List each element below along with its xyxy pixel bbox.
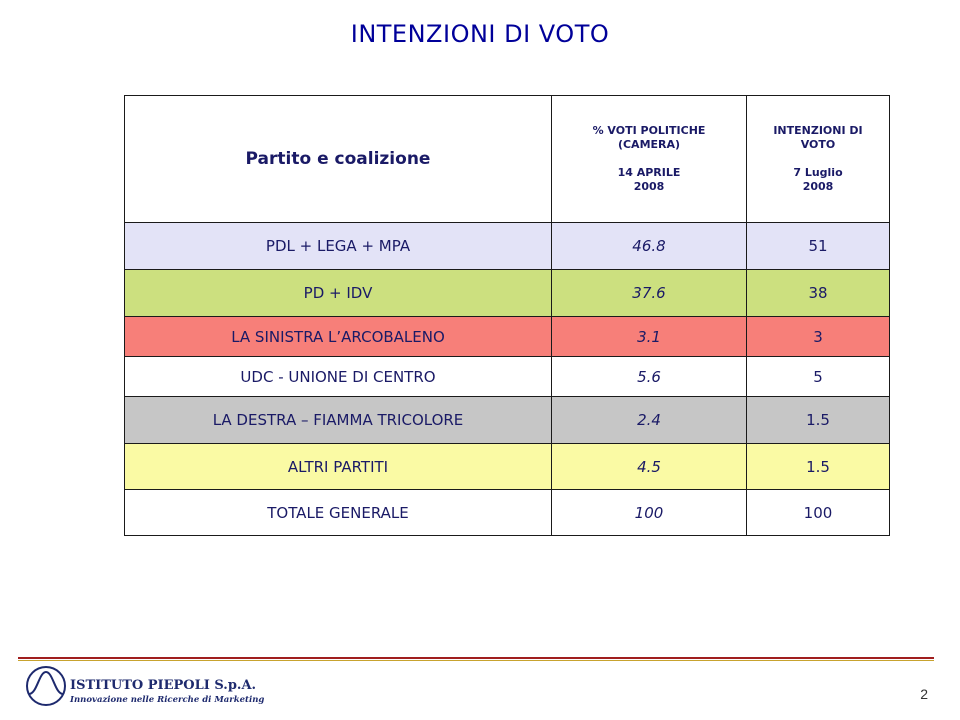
politiche-cell: 3.1 xyxy=(552,317,747,357)
header-intenzioni-line4: 2008 xyxy=(802,180,834,193)
politiche-cell: 4.5 xyxy=(552,444,747,490)
table-header-row xyxy=(125,96,890,223)
politiche-cell: 37.6 xyxy=(552,270,747,317)
party-cell: TOTALE GENERALE xyxy=(125,490,552,536)
intenzioni-cell: 1.5 xyxy=(747,397,890,444)
politiche-cell: 100 xyxy=(552,490,747,536)
header-intenzioni-line1: INTENZIONI DI xyxy=(773,124,863,137)
header-party xyxy=(125,96,552,223)
header-intenzioni xyxy=(747,96,890,223)
intenzioni-cell: 1.5 xyxy=(747,444,890,490)
header-politiche xyxy=(552,96,747,223)
party-cell: UDC - UNIONE DI CENTRO xyxy=(125,357,552,397)
party-cell: LA SINISTRA L’ARCOBALENO xyxy=(125,317,552,357)
politiche-cell: 2.4 xyxy=(552,397,747,444)
table-row xyxy=(125,444,890,490)
vote-intentions-table xyxy=(124,95,890,536)
intenzioni-cell: 5 xyxy=(747,357,890,397)
party-cell: ALTRI PARTITI xyxy=(125,444,552,490)
company-tagline: Innovazione nelle Ricerche di Marketing xyxy=(70,695,265,705)
table-row xyxy=(125,397,890,444)
piepoli-logo-icon xyxy=(24,664,68,708)
politiche-cell: 46.8 xyxy=(552,223,747,270)
politiche-cell: 5.6 xyxy=(552,357,747,397)
page-number: 2 xyxy=(920,686,928,702)
party-cell: PDL + LEGA + MPA xyxy=(125,223,552,270)
table-row xyxy=(125,317,890,357)
header-party-label: Partito e coalizione xyxy=(245,149,431,169)
table-row xyxy=(125,223,890,270)
intenzioni-cell: 38 xyxy=(747,270,890,317)
intenzioni-cell: 51 xyxy=(747,223,890,270)
header-politiche-line1: % VOTI POLITICHE xyxy=(592,124,706,137)
table-row-total xyxy=(125,490,890,536)
party-cell: LA DESTRA – FIAMMA TRICOLORE xyxy=(125,397,552,444)
intenzioni-cell: 3 xyxy=(747,317,890,357)
table-row xyxy=(125,270,890,317)
footer-divider-gold xyxy=(18,660,934,661)
intenzioni-cell: 100 xyxy=(747,490,890,536)
header-politiche-line3: 14 APRILE xyxy=(617,166,681,179)
header-politiche-line4: 2008 xyxy=(633,180,665,193)
page-title: INTENZIONI DI VOTO xyxy=(350,20,610,48)
footer-divider-red xyxy=(18,657,934,659)
company-name: ISTITUTO PIEPOLI S.p.A. xyxy=(70,678,257,693)
party-cell: PD + IDV xyxy=(125,270,552,317)
header-politiche-line2: (CAMERA) xyxy=(617,138,681,151)
table-row xyxy=(125,357,890,397)
header-intenzioni-line2: VOTO xyxy=(800,138,836,151)
header-intenzioni-line3: 7 Luglio xyxy=(793,166,843,179)
